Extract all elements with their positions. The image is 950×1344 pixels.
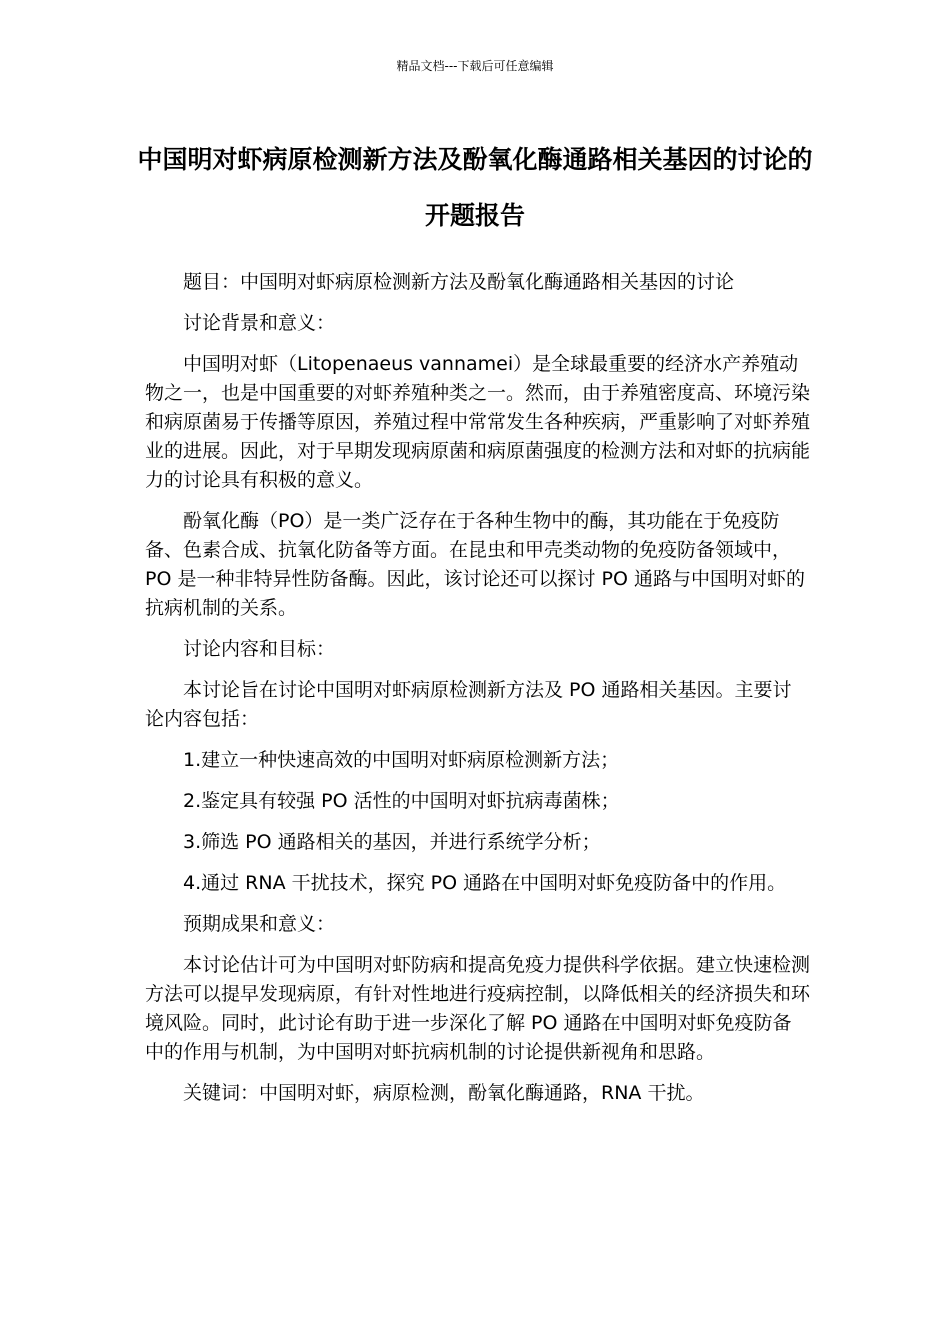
list-item-3: 3.筛选 PO 通路相关的基因，并进行系统学分析； <box>183 831 601 853</box>
document-body <box>145 268 810 1120</box>
topic-paragraph: 题目：中国明对虾病原检测新方法及酚氧化酶通路相关基因的讨论 <box>183 271 735 293</box>
outcomes-paragraph: 本讨论估计可为中国明对虾防病和提高免疫力提供科学依据。建立快速检测方法可以提早发现病原，有针对性地进行疫病控制，以降低相关的经济损失和环境风险。同时，此讨论有助于进一步深化了解 PO 通路在中国明对虾免疫防备中的作用与机制，为中国明对虾抗病机制的讨论提供新视角和思路。 <box>145 954 811 1063</box>
list-item-2: 2.鉴定具有较强 PO 活性的中国明对虾抗病毒菌株； <box>183 790 620 812</box>
document-title: 中国明对虾病原检测新方法及酚氧化酶通路相关基因的讨论的开题报告 <box>137 145 813 230</box>
section-heading-outcomes: 预期成果和意义： <box>183 913 336 935</box>
content-intro-paragraph: 本讨论旨在讨论中国明对虾病原检测新方法及 PO 通路相关基因。主要讨论内容包括： <box>145 679 792 730</box>
list-item-1: 1.建立一种快速高效的中国明对虾病原检测新方法； <box>183 749 620 771</box>
background-paragraph: 中国明对虾（Litopenaeus vannamei）是全球最重要的经济水产养殖动物之一，也是中国重要的对虾养殖种类之一。然而，由于养殖密度高、环境污染和病原菌易于传播等原因，养殖过程中常常发生各种疾病，严重影响了对虾养殖业的进展。因此，对于早期发现病原菌和病原菌强度的检测方法和对虾的抗病能力的讨论具有积极的意义。 <box>145 353 811 491</box>
header-note: 精品文档---下载后可任意编辑 <box>396 59 554 73</box>
keywords-paragraph: 关键词：中国明对虾，病原检测，酚氧化酶通路，RNA 干扰。 <box>183 1082 705 1104</box>
section-heading-content: 讨论内容和目标： <box>183 638 336 660</box>
list-item-4: 4.通过 RNA 干扰技术，探究 PO 通路在中国明对虾免疫防备中的作用。 <box>183 872 787 894</box>
po-paragraph: 酚氧化酶（PO）是一类广泛存在于各种生物中的酶，其功能在于免疫防备、色素合成、抗氧化防备等方面。在昆虫和甲壳类动物的免疫防备领域中，PO 是一种非特异性防备酶。因此，该讨论还可以探讨 PO 通路与中国明对虾的抗病机制的关系。 <box>145 510 805 619</box>
section-heading-background: 讨论背景和意义： <box>183 312 336 334</box>
